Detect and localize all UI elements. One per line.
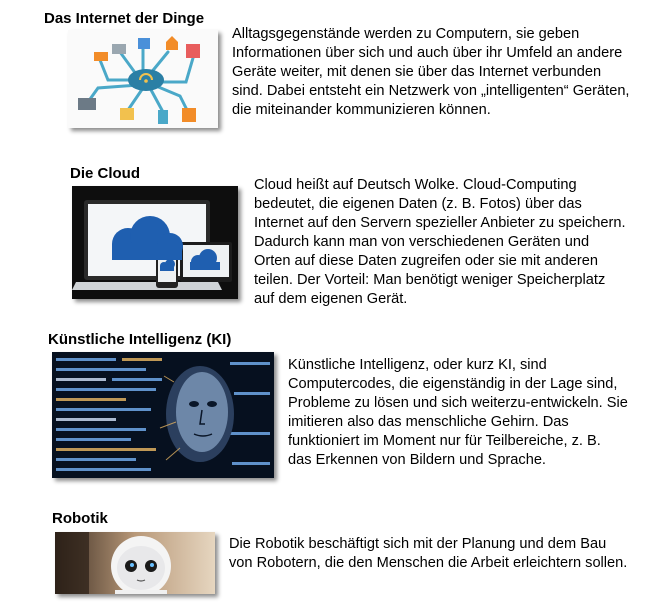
iot-network-illustration [68,30,218,128]
paragraph-cloud: Cloud heißt auf Deutsch Wolke. Cloud-Computing bedeutet, die eigenen Daten (z. B. Fotos) über das Internet auf den Servern spezieller Anbieter zu speichern. Dadurch kann man von verschiedenen Geräten und Orten auf diese Daten zugreifen oder sie mit anderen teilen. Der Vorteil: Man benötigt weniger Speicherplatz auf dem eigenen Gerät. [254,177,626,307]
paragraph-robotics: Die Robotik beschäftigt sich mit der Planung und dem Bau von Robotern, die den Menschen die Arbeit erleichtern sollen. [229,536,628,571]
heading-iot: Das Internet der Dinge [44,10,205,27]
heading-ai: Künstliche Intelligenz (KI) [48,331,232,348]
heading-robotics: Robotik [52,510,108,527]
paragraph-iot: Alltagsgegenstände werden zu Computern, sie geben Informationen über sich und auch über ihr Umfeld an andere Geräte weiter, mit denen sie über das Internet verbunden sind. Dabei entsteht ein Netzwerk von „intelligenten“ Geräten, die miteinander kommunizieren können. [232,26,630,118]
heading-cloud: Die Cloud [70,165,140,182]
ai-code-face-photo [52,352,274,478]
paragraph-ai: Künstliche Intelligenz, oder kurz KI, sind Computercodes, die eigenständig in der Lage sind, Probleme zu lösen und sich weiterzu-entwickeln. Sie imitieren also das menschliche Gehirn. Das funktioniert im Moment nur für Teilbereiche, z. B. das Erkennen von Bildern und Sprache. [288,357,628,468]
cloud-devices-illustration [72,186,238,299]
humanoid-robot-photo [55,532,215,594]
